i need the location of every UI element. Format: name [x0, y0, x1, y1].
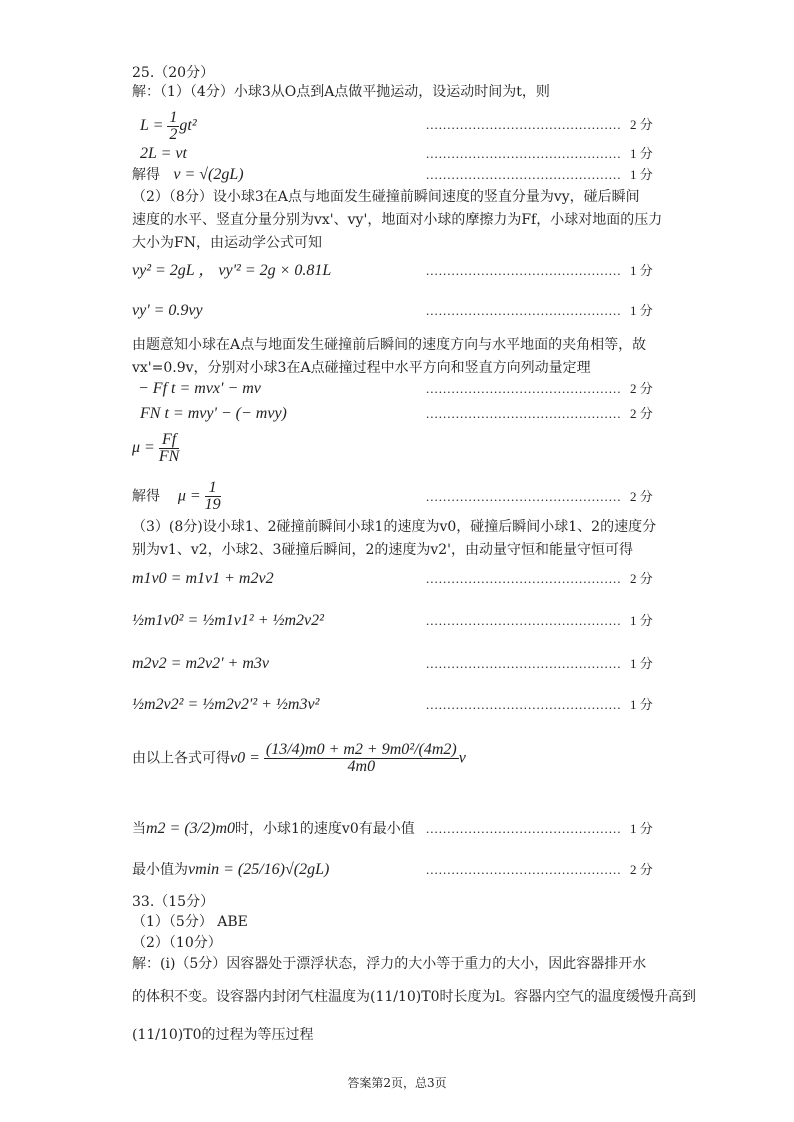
- score-14: .............................................. 2 分: [426, 862, 653, 877]
- eq-1: L = $\frac{1}{2}$ gt²: [140, 109, 197, 143]
- score-12: .............................................. 1 分: [426, 697, 653, 712]
- q33-line1: 解：(i)（5分）因容器处于漂浮状态，浮力的大小等于重力的大小，因此容器排开水: [132, 956, 647, 972]
- score-7: .............................................. 2 分: [426, 406, 653, 421]
- eq-11: ½m1v0² = ½m1v1² + ½m2v2²: [132, 612, 324, 629]
- score-3: .............................................. 1 分: [426, 167, 653, 182]
- q25-header: 25.（20分）: [132, 65, 215, 81]
- eq-13: ½m2v2² = ½m2v2'² + ½m3v²: [132, 696, 320, 713]
- eq-4: vy² = 2gL ， vy'² = 2g × 0.81L: [132, 262, 332, 279]
- q25-part2-line1: （2）（8分）设小球3在A点与地面发生碰撞前瞬间速度的竖直分量为vy，碰后瞬间: [132, 189, 640, 205]
- score-11: .............................................. 1 分: [426, 656, 653, 671]
- eq-5: vy' = 0.9vy: [132, 302, 203, 319]
- score-9: .............................................. 2 分: [426, 571, 653, 586]
- eq-2: 2L = vt: [140, 145, 187, 162]
- q25-part3-line2: 别为v1、v2，小球2、3碰撞后瞬间，2的速度为v2'，由动量守恒和能量守恒可得: [132, 542, 634, 558]
- score-8: .............................................. 2 分: [426, 489, 653, 504]
- score-2: .............................................. 1 分: [426, 146, 653, 161]
- eq-7: FN t = mvy' − (− mvy): [140, 405, 287, 422]
- q33-header: 33.（15分）: [132, 894, 215, 910]
- eq-14: 由以上各式可得v0 = $\frac{\text{(13/4)m0 + m2 + 9m0²/(4m2)}}{4m0}$ v: [132, 741, 466, 775]
- q25-part2-line5: vx'=0.9v，分别对小球3在A点碰撞过程中水平方向和竖直方向列动量定理: [132, 360, 591, 376]
- score-4: .............................................. 1 分: [426, 263, 653, 278]
- score-5: .............................................. 1 分: [426, 303, 653, 318]
- q25-part2-line3: 大小为FN，由运动学公式可知: [132, 235, 322, 251]
- q25-part2-line2: 速度的水平、竖直分量分别为vx'、vy'，地面对小球的摩擦力为Ff，小球对地面的压力: [132, 212, 663, 228]
- eq-3: 解得 v = √(2gL): [132, 166, 244, 183]
- score-6: .............................................. 2 分: [426, 381, 653, 396]
- q33-part2: （2）（10分）: [132, 935, 222, 951]
- eq-9: 解得 μ = $\frac{1}{19}$: [132, 479, 221, 513]
- eq-8: μ = $\frac{Ff}{FN}$: [132, 431, 180, 465]
- score-1: .............................................. 2 分: [426, 117, 653, 132]
- q25-part2-line4: 由题意知小球在A点与地面发生碰撞前后瞬间的速度方向与水平地面的夹角相等，故: [132, 337, 647, 353]
- eq-6: − Ff t = mvx' − mv: [138, 380, 261, 397]
- eq-15: 当m2 = (3/2)m0时，小球1的速度v0有最小值: [132, 820, 415, 837]
- eq-10: m1v0 = m1v1 + m2v2: [132, 570, 274, 587]
- q25-part1-intro: 解：（1）（4分）小球3从O点到A点做平抛运动，设运动时间为t，则: [132, 84, 550, 100]
- q33-line2: 的体积不变。设容器内封闭气柱温度为(11/10)T0时长度为l。容器内空气的温度缓慢升高到: [132, 989, 696, 1005]
- eq-12: m2v2 = m2v2' + m3v: [132, 655, 269, 672]
- q25-part3-line1: （3）(8分)设小球1、2碰撞前瞬间小球1的速度为v0，碰撞后瞬间小球1、2的速度分: [132, 519, 657, 535]
- page-footer: 答案第2页，总3页: [347, 1076, 447, 1090]
- score-10: .............................................. 1 分: [426, 613, 653, 628]
- q33-part1: （1）（5分） ABE: [132, 914, 248, 930]
- q33-line3: (11/10)T0的过程为等压过程: [132, 1027, 314, 1043]
- score-13: .............................................. 1 分: [426, 821, 653, 836]
- eq-16: 最小值为vmin = (25/16)√(2gL): [132, 861, 330, 878]
